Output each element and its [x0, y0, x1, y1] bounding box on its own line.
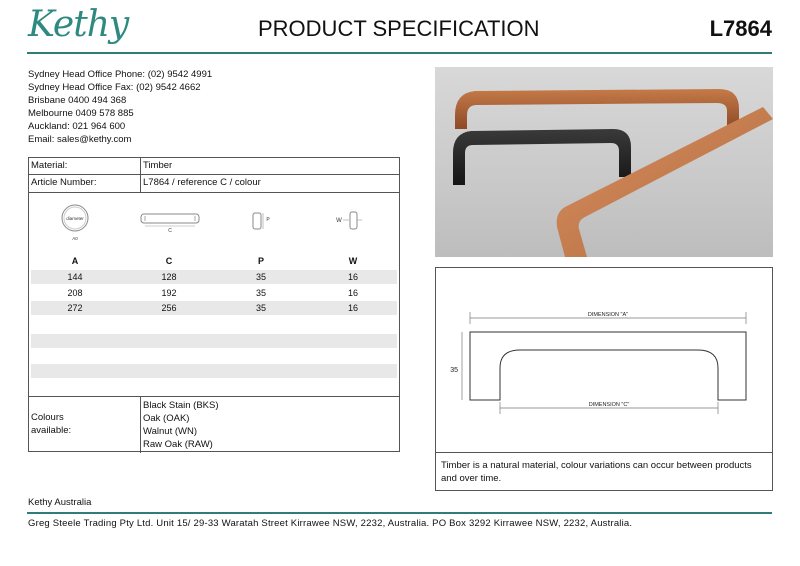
contact-line: Sydney Head Office Fax: (02) 9542 4662 [28, 82, 201, 93]
projection-icon [249, 210, 273, 234]
article-value: L7864 / reference C / colour [143, 177, 261, 188]
page-title: PRODUCT SPECIFICATION [258, 16, 540, 41]
dimension-c-label: DIMENSION "C" [588, 402, 630, 408]
height-label: 35 [450, 367, 458, 374]
article-label: Article Number: [31, 177, 97, 188]
footer-company: Kethy Australia [28, 497, 92, 508]
contact-line: Auckland: 021 964 600 [28, 121, 126, 132]
footer-address: Greg Steele Trading Pty Ltd. Unit 15/ 29-33 Waratah Street Kirrawee NSW, 2232, Australia. PO Box 3292 Kirrawee NSW, 2232, Australia. [28, 518, 633, 529]
handle-dimension-diagram [436, 268, 772, 452]
colours-label-2: available: [31, 425, 72, 436]
col-header-c: C [165, 256, 173, 266]
material-value: Timber [143, 160, 173, 171]
colours-label: Colours [31, 412, 64, 423]
article-row [29, 175, 399, 193]
diameter-icon [57, 202, 97, 244]
table-row: 208 192 35 16 [67, 288, 358, 298]
handle-length-icon [137, 208, 207, 234]
handle-length-icon-label: C [168, 228, 172, 234]
projection-icon-label: P [266, 217, 270, 223]
contact-email[interactable]: Email: sales@kethy.com [28, 134, 132, 145]
spec-table [28, 157, 400, 452]
colour-item: Oak (OAK) [143, 413, 190, 424]
colour-item: Walnut (WN) [143, 426, 198, 437]
handles-image [435, 67, 773, 257]
col-header-a: A [71, 256, 79, 266]
contact-line: Brisbane 0400 494 368 [28, 95, 127, 106]
product-photo [435, 67, 773, 257]
footer-divider [27, 512, 772, 514]
material-row [29, 158, 399, 175]
table-row-empty [31, 364, 397, 378]
brand-logo: Kethy [28, 4, 129, 45]
contact-line: Melbourne 0409 578 885 [28, 108, 134, 119]
material-note: Timber is a natural material, colour variations can occur between products and over time. [435, 453, 773, 491]
width-icon [335, 210, 367, 234]
contact-block [28, 68, 212, 146]
colour-item: Black Stain (BKS) [143, 400, 219, 411]
colour-item: Raw Oak (RAW) [143, 439, 213, 450]
material-label: Material: [31, 160, 68, 171]
technical-drawing [435, 267, 773, 453]
col-header-p: P [257, 256, 264, 266]
contact-line: Sydney Head Office Phone: (02) 9542 4991 [28, 69, 213, 80]
colours-section [29, 396, 399, 453]
product-code: L7864 [709, 16, 772, 41]
diameter-icon-label: diameter [66, 216, 84, 221]
header-divider [27, 52, 772, 54]
table-row-empty [31, 334, 397, 348]
table-row: 272 256 35 16 [31, 301, 397, 315]
table-row: 144 128 35 16 [31, 270, 397, 284]
dimension-a-label: DIMENSION "A" [587, 312, 629, 318]
col-header-w: W [348, 256, 358, 266]
width-icon-label: W [336, 218, 342, 224]
diameter-icon-sub: A0 [72, 236, 78, 241]
